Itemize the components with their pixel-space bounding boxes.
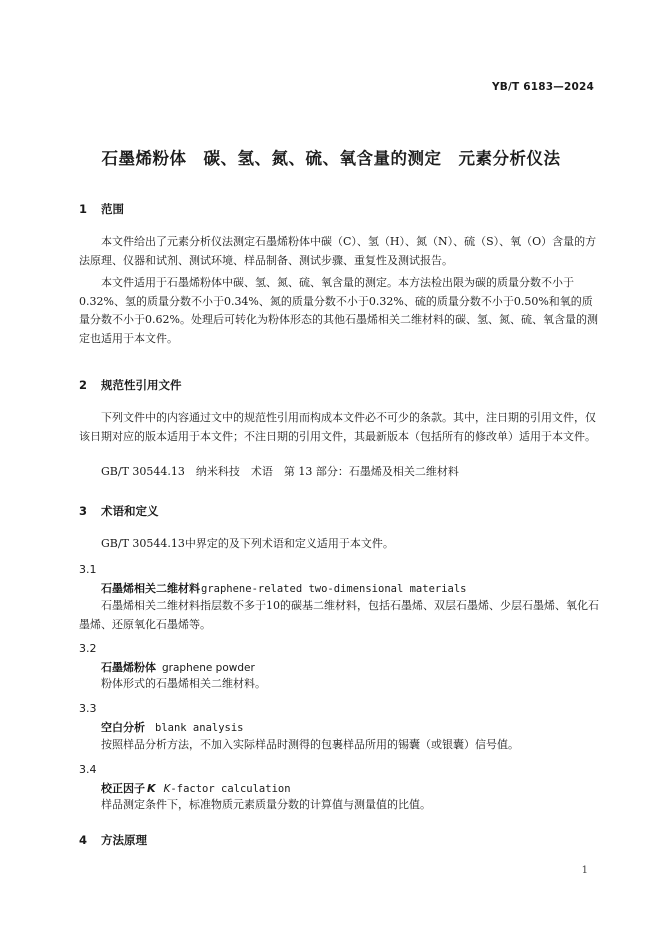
term-name-zh: 校正因子 [101,782,145,795]
term-symbol-zh: K [147,782,156,795]
section-number: 3 [79,504,88,518]
section-4-heading [79,832,147,848]
term-number: 3.2 [79,642,97,655]
term-name [101,719,244,735]
term-name [101,780,291,796]
term-name-en: blank analysis [155,722,244,734]
term-name-zh: 石墨烯粉体 [101,661,156,674]
term-name-zh: 石墨烯相关二维材料 [101,582,200,595]
section-number: 2 [79,378,88,392]
section-title: 范围 [101,202,125,216]
section-number: 1 [79,202,88,216]
term-number: 3.4 [79,763,97,776]
term-name-zh: 空白分析 [101,721,145,734]
term-definition: 样品测定条件下，标准物质元素质量分数的计算值与测量值的比值。 [101,798,431,811]
section-title: 方法原理 [101,833,148,847]
section-title: 规范性引用文件 [101,378,182,392]
section-3-heading [79,503,159,519]
term-number: 3.3 [79,702,97,715]
paragraph: 本文件适用于石墨烯粉体中碳、氢、氮、硫、氧含量的测定。本方法检出限为碳的质量分数不小于0.32%、氢的质量分数不小于0.34%、氮的质量分数不小于0.32%、硫的质量分数不小于0.50%和氧的质量分数不小于0.62%。处理后可转化为粉体形态的其他石墨烯相关二维材料的碳、氢、氮、硫、氧含量的测定也适用于本文件。 [79,276,598,345]
term-name [101,659,255,675]
term-number: 3.1 [79,563,97,576]
section-number: 4 [79,833,88,847]
term-name-en: -factor calculation [170,783,291,795]
term-symbol-en: K [163,783,171,795]
term-name-en: graphene-related two-dimensional materials [201,583,467,595]
section-title: 术语和定义 [101,504,159,518]
term-definition: 石墨烯相关二维材料指层数不多于10的碳基二维材料，包括石墨烯、双层石墨烯、少层石墨烯、氧化石墨烯、还原氧化石墨烯等。 [79,599,599,631]
paragraph: 本文件给出了元素分析仪法测定石墨烯粉体中碳（C）、氢（H）、氮（N）、硫（S）、氧（O）含量的方法原理、仪器和试剂、测试环境、样品制备、测试步骤、重复性及测试报告。 [79,235,597,267]
term-name [101,580,467,596]
paragraph: GB/T 30544.13中界定的及下列术语和定义适用于本文件。 [101,537,394,550]
standard-code: YB/T 6183—2024 [491,81,594,93]
normative-reference: GB/T 30544.13 纳米科技 术语 第 13 部分：石墨烯及相关二维材料 [101,465,459,478]
section-1-heading [79,201,124,217]
page-number: 1 [581,865,588,876]
term-definition: 按照样品分析方法，不加入实际样品时测得的包裹样品所用的锡囊（或银囊）信号值。 [101,738,519,751]
section-2-heading [79,377,182,393]
term-definition: 粉体形式的石墨烯相关二维材料。 [101,677,266,690]
paragraph: 下列文件中的内容通过文中的规范性引用而构成本文件必不可少的条款。其中，注日期的引用文件，仅该日期对应的版本适用于本文件；不注日期的引用文件，其最新版本（包括所有的修改单）适用于本文件。 [79,411,596,443]
term-name-en: graphene powder [162,662,255,674]
document-title: 石墨烯粉体 碳、氢、氮、硫、氧含量的测定 元素分析仪法 [101,149,561,168]
